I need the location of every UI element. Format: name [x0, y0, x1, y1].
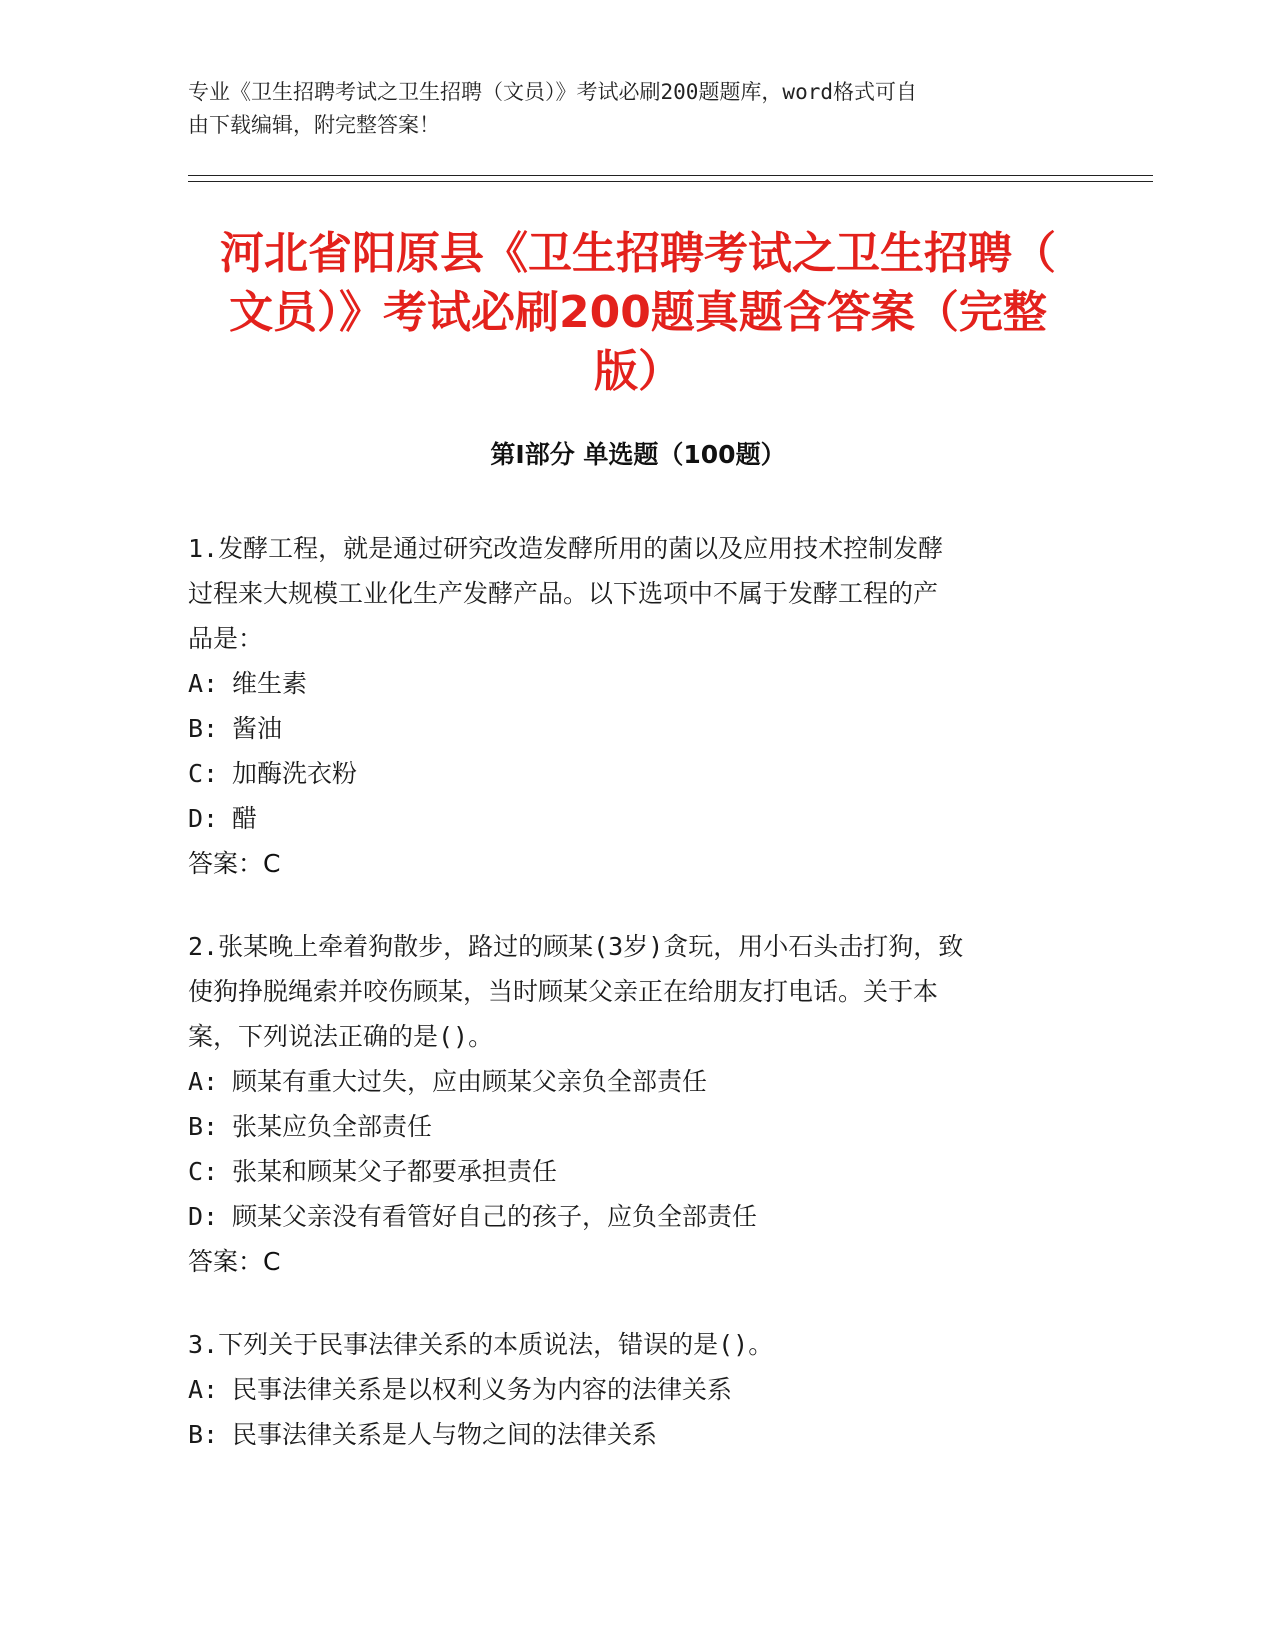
header-note-line: 由下载编辑，附完整答案！ — [188, 113, 440, 137]
option-letter: D: — [188, 1202, 219, 1231]
question-text — [188, 924, 1068, 1059]
question-1 — [188, 526, 1088, 886]
option-a — [188, 661, 1088, 706]
question-line: 品是： — [188, 624, 264, 653]
answer-line: 答案：C — [188, 1247, 281, 1276]
option-letter: B: — [188, 714, 219, 743]
option-a — [188, 1059, 1088, 1104]
title-line: 河北省阳原县《卫生招聘考试之卫生招聘（ — [220, 228, 1056, 279]
option-c — [188, 751, 1088, 796]
option-text: 维生素 — [232, 669, 308, 698]
option-text: 顾某有重大过失，应由顾某父亲负全部责任 — [232, 1067, 708, 1096]
option-letter: B: — [188, 1112, 219, 1141]
title-line: 版） — [594, 346, 682, 397]
question-text — [188, 1322, 1068, 1367]
option-text: 顾某父亲没有看管好自己的孩子，应负全部责任 — [232, 1202, 758, 1231]
option-b — [188, 1104, 1088, 1149]
header-divider — [188, 181, 1153, 182]
option-text: 张某应负全部责任 — [232, 1112, 433, 1141]
title-line: 文员）》考试必刷200题真题含答案（完整 — [229, 287, 1047, 338]
option-letter: A: — [188, 1067, 219, 1096]
option-letter: A: — [188, 1375, 219, 1404]
option-letter: D: — [188, 804, 219, 833]
option-text: 醋 — [232, 804, 258, 833]
question-line: 案，下列说法正确的是()。 — [188, 1022, 494, 1051]
option-b — [188, 706, 1088, 751]
option-text: 民事法律关系是以权利义务为内容的法律关系 — [232, 1375, 733, 1404]
header-note-line: 专业《卫生招聘考试之卫生招聘（文员）》考试必刷200题题库，word格式可自 — [188, 80, 917, 104]
question-2 — [188, 924, 1088, 1284]
question-line: 1.发酵工程，就是通过研究改造发酵所用的菌以及应用技术控制发酵 — [188, 534, 944, 563]
question-text — [188, 526, 1068, 661]
question-line: 3.下列关于民事法律关系的本质说法，错误的是()。 — [188, 1330, 774, 1359]
question-line: 使狗挣脱绳索并咬伤顾某，当时顾某父亲正在给朋友打电话。关于本 — [188, 977, 939, 1006]
section-heading: 第Ⅰ部分 单选题（100题） — [490, 440, 786, 469]
option-text: 加酶洗衣粉 — [232, 759, 358, 788]
option-text: 民事法律关系是人与物之间的法律关系 — [232, 1420, 658, 1449]
option-letter: C: — [188, 1157, 219, 1186]
option-d — [188, 796, 1088, 841]
header-divider — [188, 175, 1153, 176]
option-letter: A: — [188, 669, 219, 698]
question-list — [188, 526, 1088, 1495]
question-line: 2.张某晚上牵着狗散步，路过的顾某(3岁)贪玩，用小石头击打狗，致 — [188, 932, 964, 961]
option-c — [188, 1149, 1088, 1194]
question-3 — [188, 1322, 1088, 1457]
option-b — [188, 1412, 1088, 1457]
option-text: 酱油 — [232, 714, 283, 743]
option-letter: C: — [188, 759, 219, 788]
option-text: 张某和顾某父子都要承担责任 — [232, 1157, 558, 1186]
option-d — [188, 1194, 1088, 1239]
header-note — [188, 76, 1068, 142]
document-title — [188, 224, 1088, 401]
question-line: 过程来大规模工业化生产发酵产品。以下选项中不属于发酵工程的产 — [188, 579, 939, 608]
option-letter: B: — [188, 1420, 219, 1449]
option-a — [188, 1367, 1088, 1412]
answer-line: 答案：C — [188, 849, 281, 878]
